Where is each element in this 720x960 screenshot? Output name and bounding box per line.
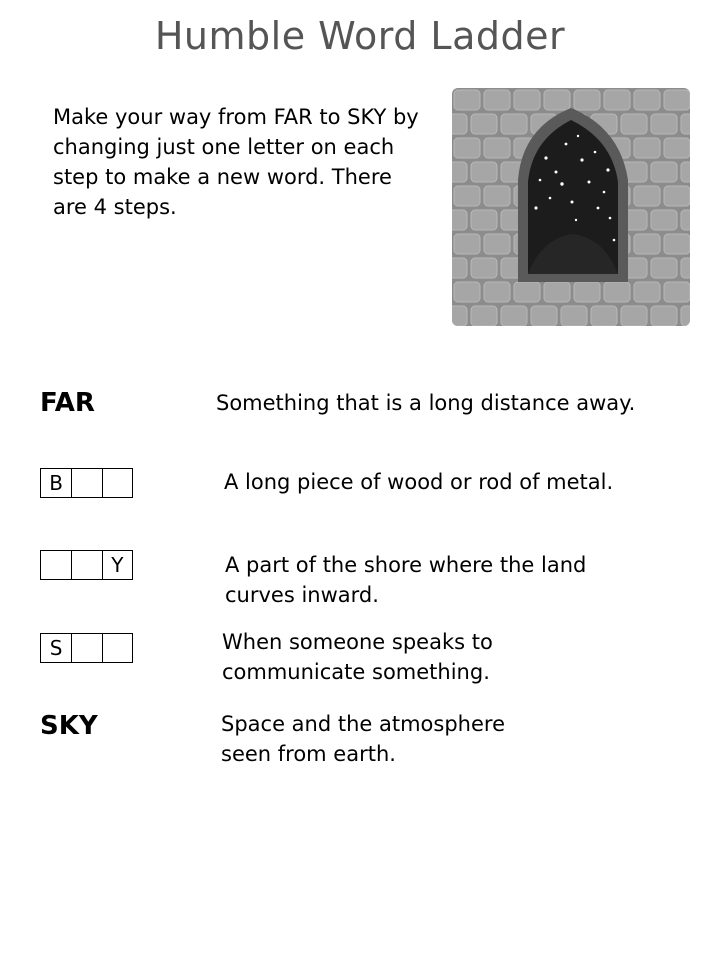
letter-box[interactable]: [71, 634, 101, 662]
step-2-clue: [225, 550, 586, 610]
stone-brick: [604, 90, 630, 110]
stone-brick: [454, 138, 480, 158]
stone-brick: [544, 90, 570, 110]
stone-brick: [604, 282, 630, 302]
stone-brick: [681, 162, 690, 182]
castle-window-night-sky-icon: [452, 88, 690, 326]
stone-brick: [514, 90, 540, 110]
stone-brick: [664, 234, 690, 254]
stone-brick: [681, 114, 690, 134]
stone-brick: [514, 282, 540, 302]
clue-line: When someone speaks to: [222, 630, 493, 654]
stone-brick: [452, 162, 467, 182]
stone-brick: [471, 258, 497, 278]
letter-box[interactable]: [41, 551, 71, 579]
end-word: SKY: [40, 711, 98, 741]
stone-brick: [454, 186, 480, 206]
stone-brick: [454, 234, 480, 254]
step-2-answer-boxes[interactable]: [40, 550, 133, 580]
stone-brick: [634, 186, 660, 206]
start-word-clue: Something that is a long distance away.: [216, 391, 636, 415]
stone-brick: [471, 210, 497, 230]
letter-box[interactable]: B: [49, 471, 64, 495]
stone-brick: [484, 138, 510, 158]
stone-brick: [621, 114, 647, 134]
step-1-answer-boxes[interactable]: [40, 468, 133, 498]
stone-brick: [651, 306, 677, 326]
stone-brick: [664, 90, 690, 110]
clue-line: Space and the atmosphere: [221, 712, 505, 736]
stone-brick: [634, 138, 660, 158]
stone-brick: [544, 282, 570, 302]
stone-brick: [501, 306, 527, 326]
stone-brick: [452, 258, 467, 278]
stone-brick: [574, 282, 600, 302]
stone-brick: [452, 210, 467, 230]
stone-brick: [621, 306, 647, 326]
clue-line: seen from earth.: [221, 742, 396, 766]
stone-brick: [484, 90, 510, 110]
clue-line: communicate something.: [222, 660, 490, 684]
stone-brick: [454, 282, 480, 302]
stone-brick: [471, 306, 497, 326]
stone-brick: [651, 210, 677, 230]
start-word: FAR: [40, 388, 95, 418]
stone-brick: [452, 114, 467, 134]
stone-brick: [574, 90, 600, 110]
stone-brick: [681, 210, 690, 230]
letter-box[interactable]: [102, 634, 132, 662]
stone-brick: [634, 282, 660, 302]
step-1-clue: A long piece of wood or rod of metal.: [224, 470, 614, 494]
stone-brick: [681, 306, 690, 326]
letter-box[interactable]: Y: [102, 551, 132, 579]
stone-brick: [664, 138, 690, 158]
stone-brick: [651, 114, 677, 134]
instructions-text: Make your way from FAR to SKY by changing just one letter on each step to make a new word. There are 4 steps.: [53, 105, 419, 219]
step-3-clue: [222, 627, 493, 687]
stone-brick: [561, 306, 587, 326]
stone-brick: [471, 162, 497, 182]
stone-brick: [634, 234, 660, 254]
stone-brick: [664, 282, 690, 302]
stone-brick: [484, 282, 510, 302]
stone-brick: [484, 234, 510, 254]
worksheet-title: Humble Word Ladder: [154, 14, 566, 58]
end-word-clue: [221, 709, 505, 769]
stone-brick: [664, 186, 690, 206]
stone-brick: [681, 258, 690, 278]
stone-brick: [651, 162, 677, 182]
stone-brick: [454, 90, 480, 110]
step-3-answer-boxes[interactable]: [40, 633, 133, 663]
stone-brick: [591, 306, 617, 326]
letter-box[interactable]: S: [49, 636, 63, 660]
stone-brick: [501, 114, 527, 134]
clue-line: curves inward.: [225, 583, 379, 607]
stone-brick: [531, 306, 557, 326]
stone-brick: [452, 306, 467, 326]
clue-line: A part of the shore where the land: [225, 553, 587, 577]
letter-box[interactable]: [102, 469, 132, 497]
stone-brick: [471, 114, 497, 134]
stone-brick: [484, 186, 510, 206]
stone-brick: [634, 90, 660, 110]
letter-box[interactable]: [71, 469, 101, 497]
stone-brick: [651, 258, 677, 278]
letter-box[interactable]: [71, 551, 101, 579]
